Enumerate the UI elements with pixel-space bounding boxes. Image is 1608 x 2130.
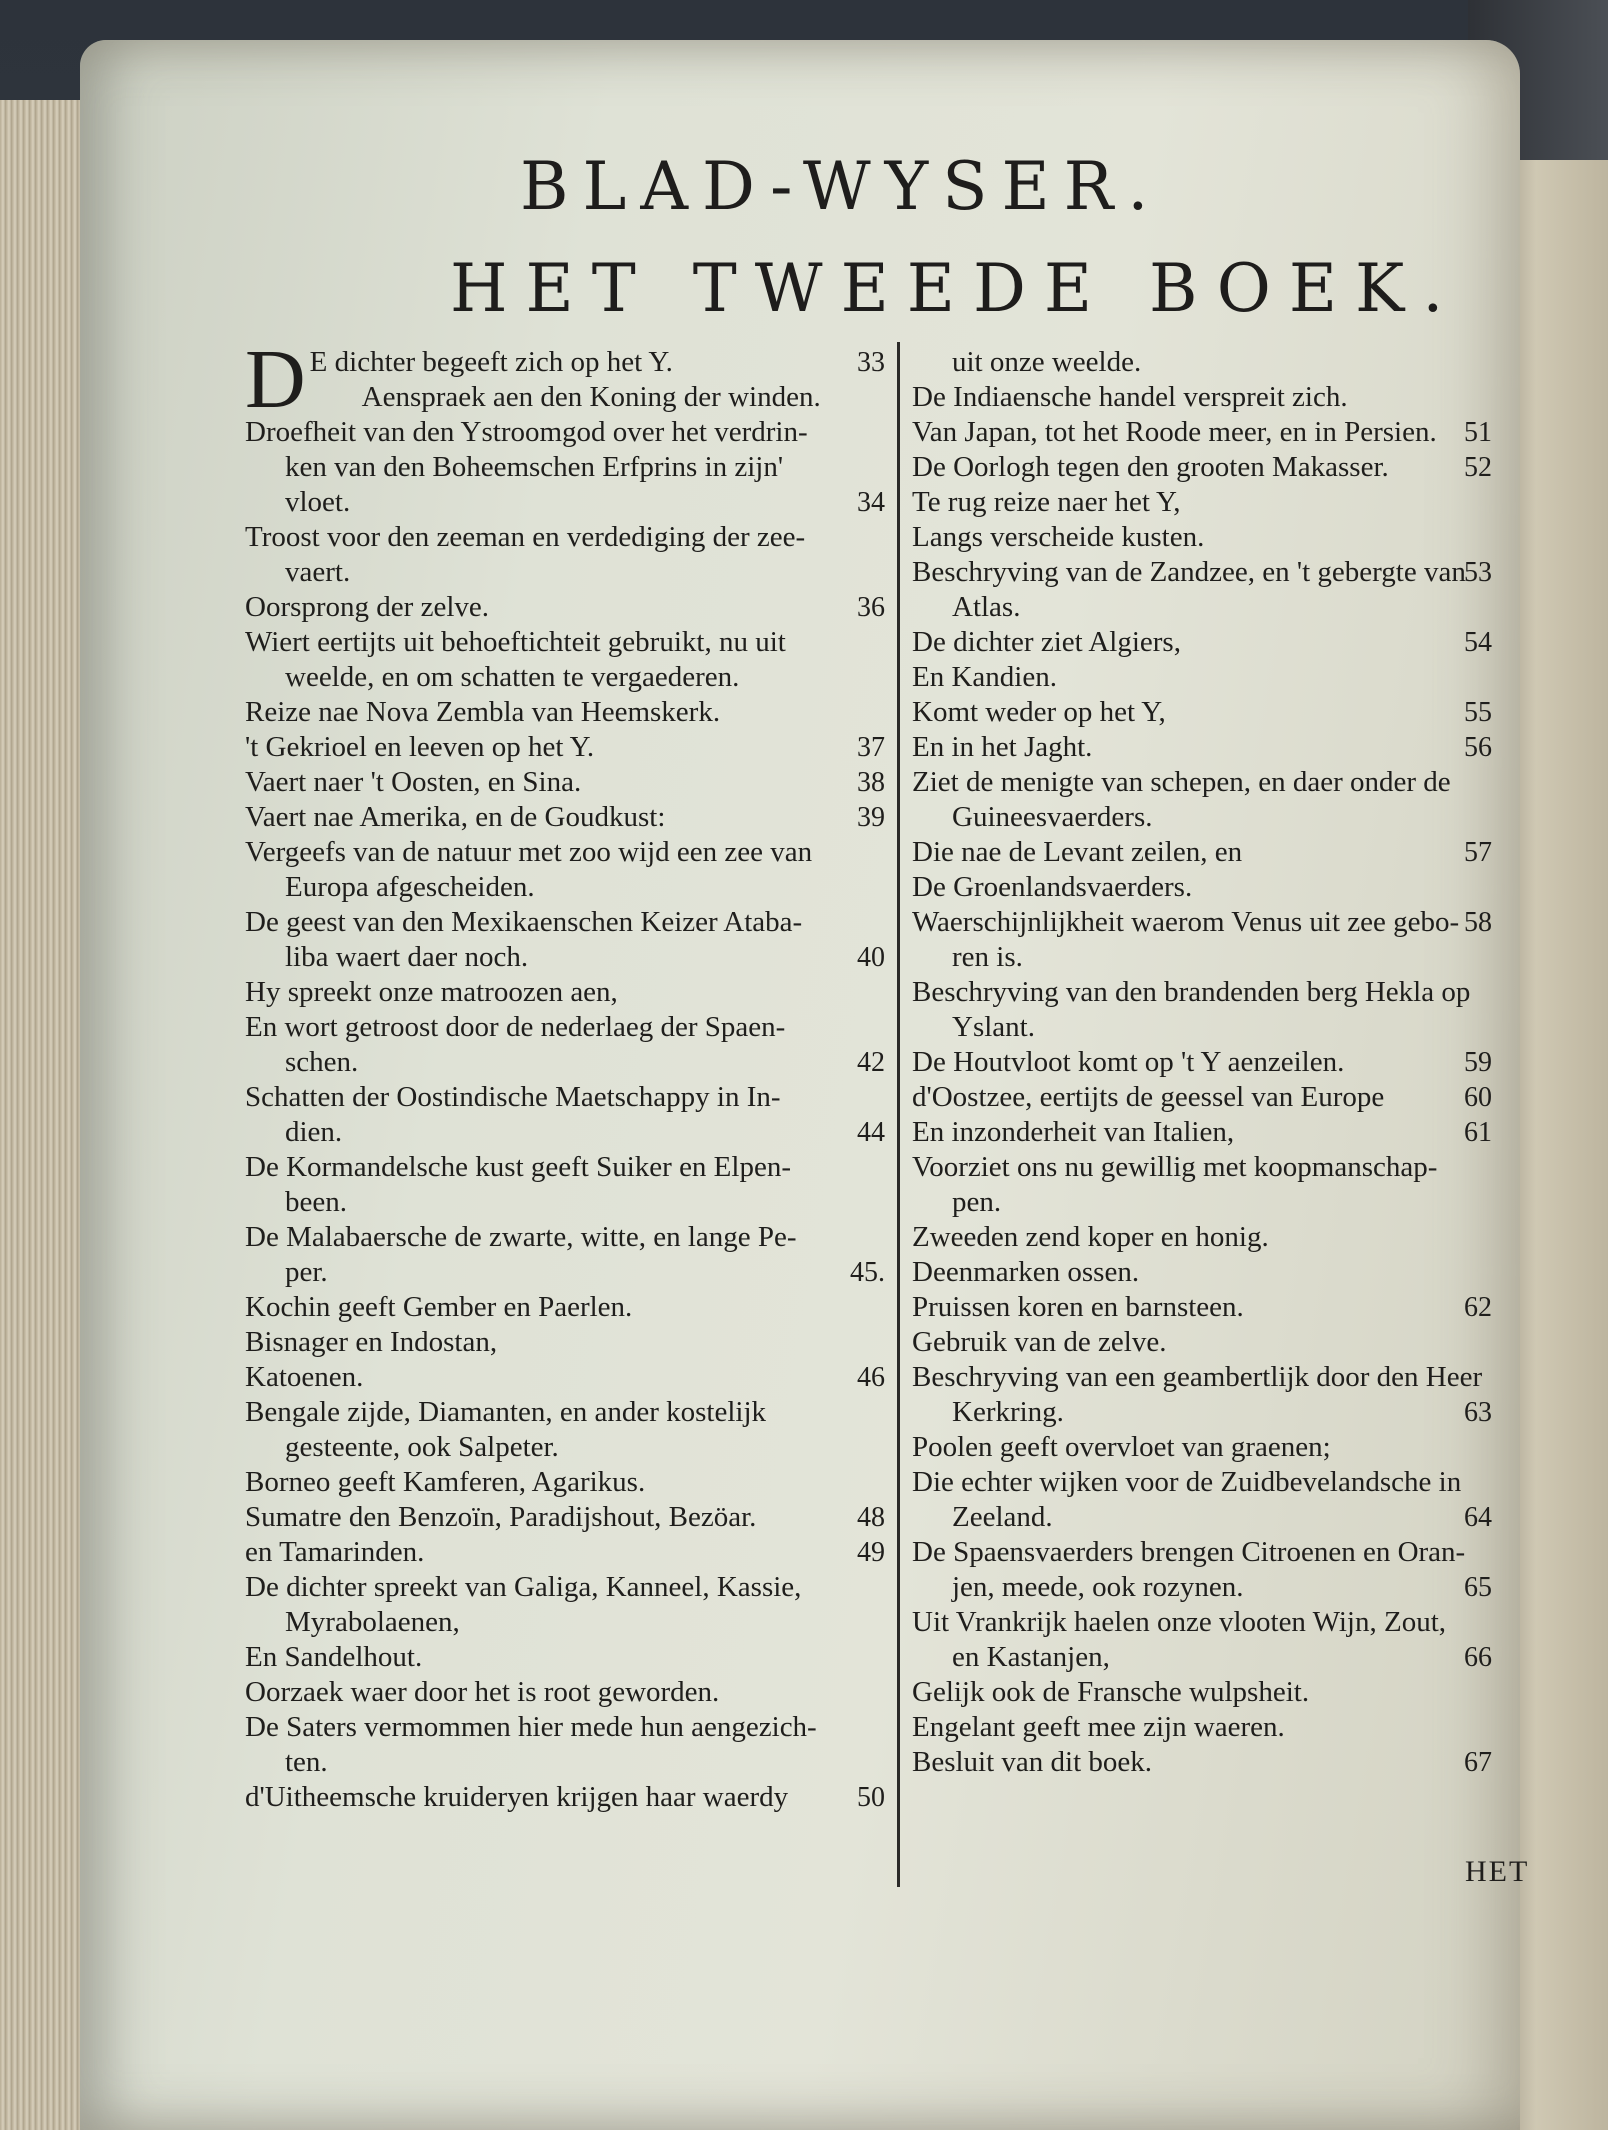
- page-number: 67: [1464, 1747, 1492, 1778]
- entry-text: Kerkring.: [952, 1396, 1064, 1428]
- index-entry: [912, 1220, 1492, 1255]
- page-number: 46: [857, 1362, 885, 1393]
- page-number: 48: [857, 1502, 885, 1533]
- index-entry: [245, 870, 885, 905]
- entry-text: Beschryving van den brandenden berg Hekla op: [912, 976, 1471, 1008]
- index-entry: [245, 660, 885, 695]
- index-entry: [245, 905, 885, 940]
- index-entry: [912, 380, 1492, 415]
- entry-text: Oorzaek waer door het is root geworden.: [245, 1676, 720, 1708]
- index-entry: [245, 1710, 885, 1745]
- index-entry: [245, 1290, 885, 1325]
- index-entry: [245, 1045, 885, 1080]
- page-number: 57: [1464, 837, 1492, 868]
- page-number: 58: [1464, 907, 1492, 938]
- entry-text: Zweeden zend koper en honig.: [912, 1221, 1269, 1253]
- entry-text: Oorsprong der zelve.: [245, 591, 489, 623]
- entry-text: Beschryving van de Zandzee, en 't gebergte van: [912, 556, 1466, 588]
- index-entry: [912, 1605, 1492, 1640]
- index-entry: [912, 800, 1492, 835]
- page-number: 45.: [850, 1257, 885, 1288]
- page-number: 49: [857, 1537, 885, 1568]
- index-entry: [245, 765, 885, 800]
- entry-text: De geest van den Mexikaenschen Keizer Ataba-: [245, 906, 803, 938]
- entry-text: Hy spreekt onze matroozen aen,: [245, 976, 618, 1008]
- page-number: 40: [857, 942, 885, 973]
- entry-text: gesteente, ook Salpeter.: [285, 1431, 559, 1463]
- entry-text: En inzonderheit van Italien,: [912, 1116, 1235, 1148]
- index-entry: [245, 730, 885, 765]
- page-number: 50: [857, 1782, 885, 1813]
- page-number: 55: [1464, 697, 1492, 728]
- index-entry: [912, 1185, 1492, 1220]
- index-entry: [912, 1535, 1492, 1570]
- index-entry: [245, 555, 885, 590]
- index-entry: [912, 870, 1492, 905]
- entry-text: En wort getroost door de nederlaeg der Spaen-: [245, 1011, 786, 1043]
- book-page-edges: [0, 100, 92, 2130]
- index-entry: [245, 1535, 885, 1570]
- entry-text: Te rug reize naer het Y,: [912, 486, 1181, 518]
- index-entry: [245, 1570, 885, 1605]
- index-entry: [912, 590, 1492, 625]
- page-number: 37: [857, 732, 885, 763]
- entry-text: Ziet de menigte van schepen, en daer onder de: [912, 766, 1451, 798]
- index-entry: [245, 1780, 885, 1815]
- entry-text: En Sandelhout.: [245, 1641, 423, 1673]
- entry-text: Reize nae Nova Zembla van Heemskerk.: [245, 696, 721, 728]
- entry-text: Die nae de Levant zeilen, en: [912, 836, 1243, 868]
- page-number: 34: [857, 487, 885, 518]
- entry-text: d'Oostzee, eertijts de geessel van Europe: [912, 1081, 1385, 1113]
- entry-text: schen.: [285, 1046, 359, 1078]
- index-entry: [245, 1185, 885, 1220]
- entry-text: Besluit van dit boek.: [912, 1746, 1153, 1778]
- index-entry: [912, 1745, 1492, 1780]
- index-entry: [912, 1080, 1492, 1115]
- page-number: 62: [1464, 1292, 1492, 1323]
- page-number: 38: [857, 767, 885, 798]
- entry-text: Beschryving van een geambertlijk door den Heer: [912, 1361, 1483, 1393]
- index-entry: [912, 415, 1492, 450]
- entry-text: En in het Jaght.: [912, 731, 1093, 763]
- index-entry: [912, 1290, 1492, 1325]
- page-number: 56: [1464, 732, 1492, 763]
- entry-text: ken van den Boheemschen Erfprins in zijn': [285, 451, 784, 483]
- index-entry: [912, 1255, 1492, 1290]
- index-entry: [912, 1045, 1492, 1080]
- entry-text: De Oorlogh tegen den grooten Makasser.: [912, 451, 1389, 483]
- entry-text: Myrabolaenen,: [285, 1606, 460, 1638]
- index-entry: [912, 835, 1492, 870]
- entry-text: ren is.: [952, 941, 1023, 973]
- index-entry: [245, 835, 885, 870]
- index-entry: [245, 520, 885, 555]
- entry-text: Van Japan, tot het Roode meer, en in Persien.: [912, 416, 1437, 448]
- index-entry: [912, 730, 1492, 765]
- entry-text: pen.: [952, 1186, 1002, 1218]
- entry-text: Schatten der Oostindische Maetschappy in In-: [245, 1081, 781, 1113]
- index-entry: [912, 905, 1492, 940]
- entry-text: Guineesvaerders.: [952, 801, 1153, 833]
- entry-text: Engelant geeft mee zijn waeren.: [912, 1711, 1285, 1743]
- page-number: 63: [1464, 1397, 1492, 1428]
- index-entry: [912, 625, 1492, 660]
- index-entry: [912, 660, 1492, 695]
- entry-text: Voorziet ons nu gewillig met koopmanschap-: [912, 1151, 1438, 1183]
- entry-text: en Kastanjen,: [952, 1641, 1110, 1673]
- page-number: 42: [857, 1047, 885, 1078]
- page-number: 52: [1464, 452, 1492, 483]
- entry-text: uit onze weelde.: [952, 346, 1142, 378]
- entry-text: Aenspraek aen den Koning der winden.: [361, 381, 821, 413]
- page-number: 53: [1464, 557, 1492, 588]
- index-entry: [245, 1500, 885, 1535]
- entry-text: E dichter begeeft zich op het Y.: [309, 346, 673, 378]
- page-number: 59: [1464, 1047, 1492, 1078]
- entry-text: ten.: [285, 1746, 328, 1778]
- index-entry: [912, 1465, 1492, 1500]
- index-entry: [245, 1325, 885, 1360]
- page-number: 44: [857, 1117, 885, 1148]
- entry-text: De Groenlandsvaerders.: [912, 871, 1193, 903]
- entry-text: Gelijk ook de Fransche wulpsheit.: [912, 1676, 1310, 1708]
- index-entry: [245, 590, 885, 625]
- entry-text: dien.: [285, 1116, 343, 1148]
- section-title: HET TWEEDE BOEK.: [450, 250, 1462, 327]
- index-entry: [245, 1080, 885, 1115]
- index-entry: [912, 1115, 1492, 1150]
- index-entry: [245, 1465, 885, 1500]
- entry-text: liba waert daer noch.: [285, 941, 529, 973]
- index-entry: [912, 695, 1492, 730]
- entry-text: Kochin geeft Gember en Paerlen.: [245, 1291, 633, 1323]
- entry-text: 't Gekrioel en leeven op het Y.: [245, 731, 595, 763]
- index-entry: [245, 1010, 885, 1045]
- entry-text: Yslant.: [952, 1011, 1035, 1043]
- page-header-title: BLAD-WYSER.: [520, 148, 1163, 225]
- index-entry: [245, 1605, 885, 1640]
- entry-text: De Houtvloot komt op 't Y aenzeilen.: [912, 1046, 1345, 1078]
- index-entry: [245, 975, 885, 1010]
- index-entry: [912, 1150, 1492, 1185]
- entry-text: Komt weder op het Y,: [912, 696, 1166, 728]
- entry-text: weelde, en om schatten te vergaederen.: [285, 661, 740, 693]
- entry-text: Die echter wijken voor de Zuidbevelandsche in: [912, 1466, 1462, 1498]
- index-entry: [245, 1430, 885, 1465]
- index-entry: [912, 1710, 1492, 1745]
- index-entry: [912, 555, 1492, 590]
- index-entry: [245, 1675, 885, 1710]
- entry-text: jen, meede, ook rozynen.: [952, 1571, 1244, 1603]
- index-entry: [245, 1640, 885, 1675]
- page-number: 60: [1464, 1082, 1492, 1113]
- index-entry: [245, 695, 885, 730]
- entry-text: De dichter ziet Algiers,: [912, 626, 1181, 658]
- index-entry: [912, 1360, 1492, 1395]
- index-entry: [245, 450, 885, 485]
- index-entry: [912, 1395, 1492, 1430]
- index-entry: [245, 940, 885, 975]
- entry-text: Waerschijnlijkheit waerom Venus uit zee gebo-: [912, 906, 1460, 938]
- index-entry: [912, 1500, 1492, 1535]
- entry-text: Pruissen koren en barnsteen.: [912, 1291, 1244, 1323]
- index-entry: [912, 1640, 1492, 1675]
- entry-text: De dichter spreekt van Galiga, Kanneel, Kassie,: [245, 1571, 802, 1603]
- drop-capital: D: [245, 333, 306, 426]
- page-number: 36: [857, 592, 885, 623]
- index-entry: [245, 1220, 885, 1255]
- entry-text: De Saters vermommen hier mede hun aengezich-: [245, 1711, 817, 1743]
- index-entry: [245, 1745, 885, 1780]
- entry-text: Poolen geeft overvloet van graenen;: [912, 1431, 1331, 1463]
- index-entry: [912, 1430, 1492, 1465]
- entry-text: Europa afgescheiden.: [285, 871, 535, 903]
- right-index-column: [912, 345, 1492, 1780]
- column-divider: [897, 342, 900, 1887]
- page-number: 64: [1464, 1502, 1492, 1533]
- entry-text: Troost voor den zeeman en verdediging der zee-: [245, 521, 806, 553]
- entry-text: d'Uitheemsche kruideryen krijgen haar waerdy: [245, 1781, 789, 1813]
- entry-text: Katoenen.: [245, 1361, 364, 1393]
- entry-text: Bisnager en Indostan,: [245, 1326, 498, 1358]
- index-entry: [245, 1395, 885, 1430]
- entry-text: Wiert eertijts uit behoeftichteit gebruikt, nu uit: [245, 626, 786, 658]
- index-entry: [912, 485, 1492, 520]
- entry-text: Atlas.: [952, 591, 1021, 623]
- entry-text: Bengale zijde, Diamanten, en ander kostelijk: [245, 1396, 767, 1428]
- index-entry: [912, 765, 1492, 800]
- page-number: 66: [1464, 1642, 1492, 1673]
- index-entry: [912, 450, 1492, 485]
- entry-text: De Kormandelsche kust geeft Suiker en Elpen-: [245, 1151, 791, 1183]
- entry-text: Zeeland.: [952, 1501, 1053, 1533]
- page-number: 51: [1464, 417, 1492, 448]
- entry-text: Uit Vrankrijk haelen onze vlooten Wijn, Zout,: [912, 1606, 1447, 1638]
- entry-text: Gebruik van de zelve.: [912, 1326, 1167, 1358]
- index-entry: [912, 975, 1492, 1010]
- page-number: 54: [1464, 627, 1492, 658]
- index-entry: [912, 1570, 1492, 1605]
- entry-text: Borneo geeft Kamferen, Agarikus.: [245, 1466, 646, 1498]
- index-entry: [912, 1325, 1492, 1360]
- entry-text: Droefheit van den Ystroomgod over het verdrin-: [245, 416, 808, 448]
- index-entry: [245, 415, 885, 450]
- index-entry: [245, 1150, 885, 1185]
- entry-text: en Tamarinden.: [245, 1536, 425, 1568]
- index-entry: [912, 1010, 1492, 1045]
- entry-text: vloet.: [285, 486, 351, 518]
- page-number: 61: [1464, 1117, 1492, 1148]
- entry-text: Vergeefs van de natuur met zoo wijd een zee van: [245, 836, 813, 868]
- entry-text: Vaert naer 't Oosten, en Sina.: [245, 766, 582, 798]
- index-entry: [912, 1675, 1492, 1710]
- page-number: 65: [1464, 1572, 1492, 1603]
- entry-text: Sumatre den Benzoïn, Paradijshout, Bezöar.: [245, 1501, 757, 1533]
- index-entry: [245, 1360, 885, 1395]
- left-index-column: [245, 333, 885, 1815]
- index-entry: [245, 1115, 885, 1150]
- entry-text: De Malabaersche de zwarte, witte, en lange Pe-: [245, 1221, 797, 1253]
- index-entry: [310, 380, 885, 415]
- entry-text: Langs verscheide kusten.: [912, 521, 1205, 553]
- catchword: HET: [1465, 1855, 1530, 1888]
- entry-text: per.: [285, 1256, 328, 1288]
- entry-text: De Indiaensche handel verspreit zich.: [912, 381, 1348, 413]
- index-entry: [912, 940, 1492, 975]
- entry-text: Deenmarken ossen.: [912, 1256, 1140, 1288]
- index-entry: [912, 520, 1492, 555]
- index-entry: [912, 345, 1492, 380]
- entry-text: vaert.: [285, 556, 351, 588]
- index-entry: [245, 1255, 885, 1290]
- index-entry: [245, 625, 885, 660]
- page-number: 39: [857, 802, 885, 833]
- entry-text: Vaert nae Amerika, en de Goudkust:: [245, 801, 666, 833]
- entry-text: De Spaensvaerders brengen Citroenen en Oran-: [912, 1536, 1466, 1568]
- page-number: 33: [857, 347, 885, 378]
- entry-text: been.: [285, 1186, 347, 1218]
- entry-text: En Kandien.: [912, 661, 1057, 693]
- index-entry: [245, 485, 885, 520]
- index-entry: [245, 800, 885, 835]
